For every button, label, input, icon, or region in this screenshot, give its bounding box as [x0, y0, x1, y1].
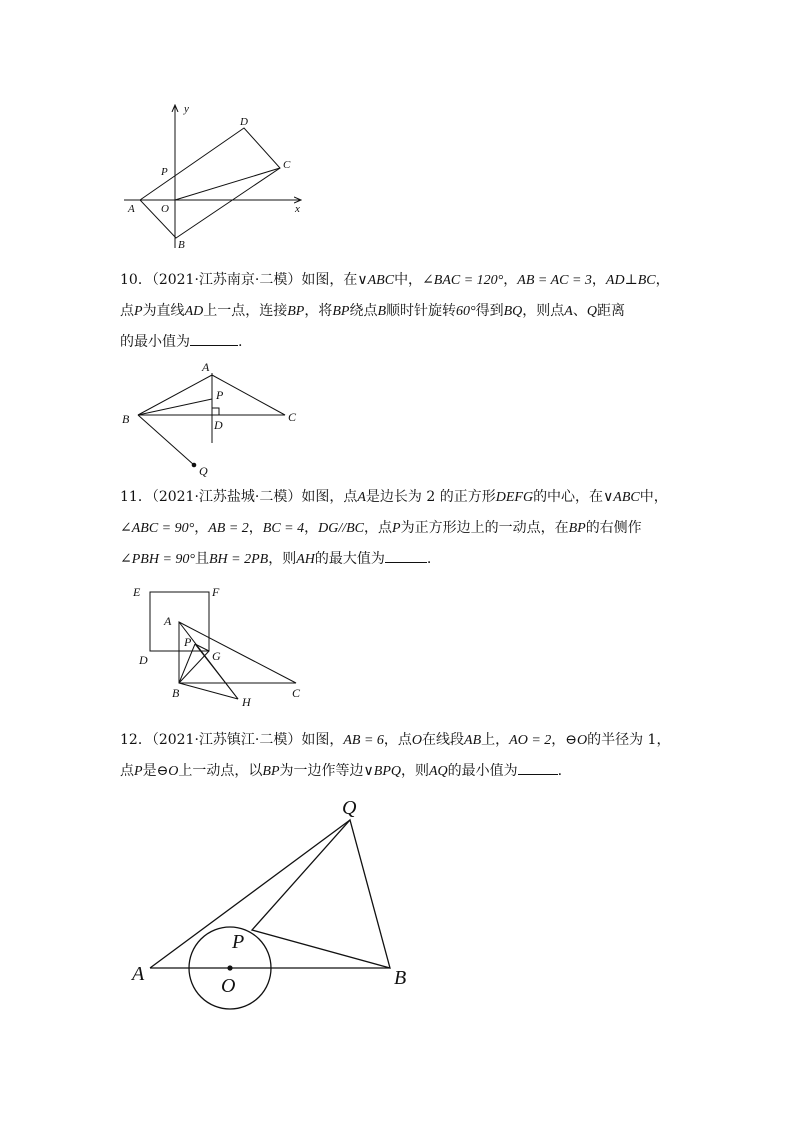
label-x: x	[295, 203, 300, 215]
label-D: D	[240, 116, 248, 128]
segment-AQ	[150, 820, 350, 968]
math: AB = AC = 3	[517, 273, 592, 288]
text: 如图，在	[301, 272, 358, 288]
answer-blank	[518, 760, 558, 775]
segment-BP	[179, 644, 195, 683]
label-y: y	[184, 103, 189, 115]
text: 为直线	[142, 303, 185, 319]
text: ，	[503, 272, 518, 288]
text: 的最大值为	[314, 551, 385, 567]
text: 且	[195, 551, 209, 567]
math: 60°	[456, 304, 476, 319]
figure-11-svg	[128, 580, 318, 712]
label-C: C	[283, 159, 291, 171]
text: ，	[655, 272, 670, 288]
text: ，点	[383, 732, 412, 748]
math: P	[392, 521, 401, 536]
segment-OC	[175, 168, 280, 200]
answer-blank	[190, 331, 238, 346]
text: ，点	[364, 520, 393, 536]
problem-11-line-1	[120, 482, 680, 513]
problem-number: 11．	[120, 489, 152, 505]
problem-10-line-1	[120, 265, 680, 296]
label-B: B	[178, 239, 185, 251]
right-angle-mark	[212, 408, 219, 415]
math: ∠BAC = 120°	[422, 273, 504, 288]
label-P: P	[184, 635, 192, 649]
text: 是	[142, 763, 157, 779]
text: 距离	[596, 303, 625, 319]
text: .	[238, 334, 243, 350]
problem-source: （2021·江苏盐城·二模）	[151, 489, 302, 505]
text: 的右侧作	[585, 520, 642, 536]
text: 为一边作等边	[279, 763, 364, 779]
text: 的中心，在	[533, 489, 604, 505]
label-O: O	[161, 203, 169, 215]
text: 在线段	[422, 732, 465, 748]
problem-12-line-1	[120, 725, 680, 756]
math: AH	[296, 552, 315, 567]
text: 上，	[481, 732, 510, 748]
point-Q	[192, 463, 197, 468]
figure-12-svg	[128, 790, 428, 1020]
math: AB = 6	[343, 733, 384, 748]
math: ∨ABC	[357, 273, 395, 288]
math: ⊖O	[565, 733, 588, 748]
text: .	[557, 763, 563, 779]
label-P: P	[161, 166, 168, 178]
figure-12-diagram	[128, 790, 428, 1020]
label-B: B	[172, 686, 180, 700]
figure-9-svg	[118, 100, 318, 255]
text: .	[426, 551, 432, 567]
math: A	[357, 490, 366, 505]
text: ，将	[304, 303, 333, 319]
label-P: P	[216, 388, 224, 402]
label-C: C	[292, 686, 301, 700]
math: AO = 2	[509, 733, 552, 748]
math: O	[411, 733, 423, 748]
text: 绕点	[349, 303, 378, 319]
center-O	[227, 965, 232, 970]
math: AD	[184, 304, 204, 319]
text: ，	[591, 272, 606, 288]
problem-number: 12．	[120, 732, 152, 748]
text: ，	[194, 520, 209, 536]
label-A: A	[128, 203, 135, 215]
text: 点	[120, 763, 134, 779]
text: 为正方形边上的一动点，在	[400, 520, 569, 536]
text: 如图，点	[301, 489, 358, 505]
text: ，	[551, 732, 566, 748]
math: P	[134, 304, 143, 319]
label-D: D	[214, 418, 223, 432]
label-E: E	[133, 585, 141, 599]
segment-BQ	[138, 415, 194, 465]
text: ，则	[400, 763, 429, 779]
text: 上一动点，以	[178, 763, 263, 779]
label-P: P	[232, 931, 245, 953]
math: DEFG	[495, 490, 534, 505]
text: 是边长为 2 的正方形	[365, 489, 496, 505]
segment-BP	[138, 399, 212, 415]
math: BQ	[503, 304, 523, 319]
problem-number: 10．	[120, 272, 152, 288]
math: BP	[262, 764, 280, 779]
label-Q: Q	[199, 464, 208, 478]
text: 的半径为 1，	[587, 732, 671, 748]
text: 上一点，连接	[203, 303, 288, 319]
label-G: G	[212, 649, 221, 663]
math: ∠PBH = 90°	[120, 552, 195, 567]
text: ，	[248, 520, 263, 536]
text: 的最小值为	[447, 763, 518, 779]
problem-11-line-2	[120, 513, 680, 544]
answer-blank	[385, 548, 427, 563]
label-B: B	[394, 967, 407, 989]
label-D: D	[139, 653, 148, 667]
quad-ADCB	[140, 128, 280, 238]
math: ∨ABC	[603, 490, 640, 505]
label-O: O	[221, 975, 236, 997]
math: P	[134, 764, 143, 779]
label-C: C	[288, 410, 297, 424]
figure-9-coordinate-diagram	[118, 100, 318, 255]
text: 得到	[475, 303, 504, 319]
problem-12-line-2	[120, 756, 680, 787]
text: ，	[304, 520, 319, 536]
label-H: H	[242, 695, 251, 709]
text: 如图，	[301, 732, 344, 748]
math: Q	[586, 304, 597, 319]
label-A: A	[132, 963, 145, 985]
math: AB = 2	[208, 521, 249, 536]
text: 的最小值为	[120, 334, 190, 350]
text: 中，	[394, 272, 423, 288]
math: BC = 4	[262, 521, 305, 536]
problem-10	[120, 265, 680, 357]
text: ，则点	[522, 303, 565, 319]
math: AQ	[428, 764, 448, 779]
figure-10-diagram	[118, 355, 318, 480]
figure-11-diagram	[128, 580, 318, 712]
problem-12	[120, 725, 680, 787]
problem-11-line-3	[120, 544, 680, 575]
math: ∨BPQ	[363, 764, 401, 779]
segment-PG	[195, 644, 209, 651]
math: AB	[464, 733, 482, 748]
math: BP	[332, 304, 350, 319]
text: 、	[572, 303, 587, 319]
math: ∠ABC = 90°	[120, 521, 195, 536]
text: 点	[120, 303, 134, 319]
problem-10-line-2	[120, 296, 680, 327]
math: A	[564, 304, 573, 319]
label-A: A	[202, 360, 210, 374]
label-Q: Q	[342, 797, 357, 819]
text: ，则	[268, 551, 297, 567]
triangle-ABC	[179, 622, 296, 683]
math: DG//BC	[318, 521, 365, 536]
math: BP	[287, 304, 305, 319]
problem-source: （2021·江苏南京·二模）	[151, 272, 302, 288]
text: 顺时针旋转	[386, 303, 457, 319]
problem-10-line-3	[120, 327, 680, 357]
math: ⊖O	[156, 764, 179, 779]
label-F: F	[212, 585, 220, 599]
segment-GB	[179, 651, 209, 683]
math: BP	[568, 521, 586, 536]
text: 中，	[639, 489, 668, 505]
math: BH = 2PB	[209, 552, 269, 567]
label-B: B	[122, 412, 130, 426]
problem-11	[120, 482, 680, 575]
math: B	[377, 304, 387, 319]
problem-source: （2021·江苏镇江·二模）	[151, 732, 302, 748]
label-A: A	[164, 614, 172, 628]
figure-10-svg	[118, 355, 318, 480]
math: AD⊥BC	[605, 273, 656, 288]
segment-BH	[179, 683, 238, 699]
